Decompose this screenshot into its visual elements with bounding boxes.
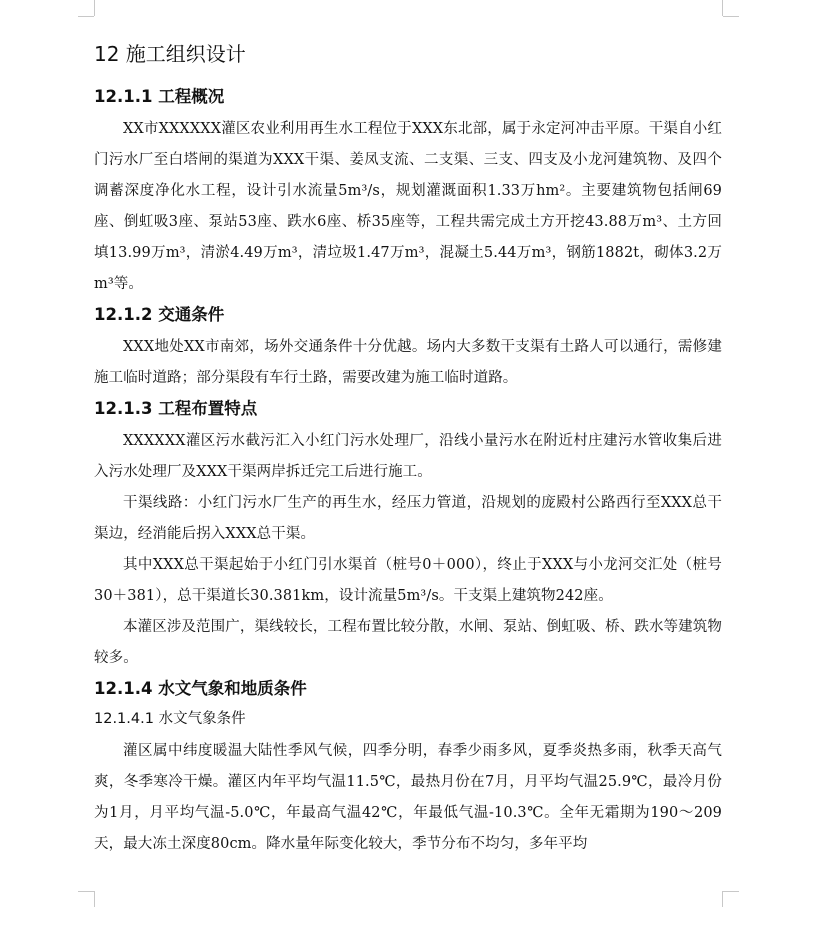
crop-mark — [94, 0, 95, 16]
section-overview — [94, 84, 722, 300]
paragraph: 本灌区涉及范围广，渠线较长，工程布置比较分散，水闸、泵站、倒虹吸、桥、跌水等建筑物较多。 — [94, 619, 722, 666]
subsection-heading: 12.1.4.1 水文气象条件 — [94, 711, 246, 727]
paragraph: XXXXXX灌区污水截污汇入小红门污水处理厂，沿线小量污水在附近村庄建污水管收集后进入污水处理厂及XXX干渠两岸拆迁完工后进行施工。 — [94, 433, 722, 480]
paragraph: XXX地处XX市南郊，场外交通条件十分优越。场内大多数干支渠有土路人可以通行，需修建施工临时道路；部分渠段有车行土路，需要改建为施工临时道路。 — [94, 339, 722, 386]
crop-mark — [723, 891, 739, 892]
section-hydrology — [94, 676, 722, 860]
page-content — [94, 38, 722, 862]
crop-mark — [722, 891, 723, 907]
section-heading: 12.1.3 工程布置特点 — [94, 399, 258, 418]
section-heading: 12.1.2 交通条件 — [94, 305, 225, 324]
crop-mark — [78, 891, 94, 892]
section-heading: 12.1.4 水文气象和地质条件 — [94, 679, 307, 698]
crop-mark — [723, 16, 739, 17]
paragraph: 灌区属中纬度暖温大陆性季风气候，四季分明，春季少雨多风，夏季炎热多雨，秋季天高气爽，冬季寒冷干燥。灌区内年平均气温11.5℃，最热月份在7月，月平均气温25.9℃，最冷月份为1月，月平均气温-5.0℃，年最高气温42℃，年最低气温-10.3℃。全年无霜期为190～209天，最大冻土深度80cm。降水量年际变化较大，季节分布不均匀，多年平均 — [94, 743, 722, 852]
crop-mark — [94, 891, 95, 907]
chapter-title: 12 施工组织设计 — [94, 42, 246, 66]
section-heading: 12.1.1 工程概况 — [94, 87, 225, 106]
paragraph: 其中XXX总干渠起始于小红门引水渠首（桩号0＋000），终止于XXX与小龙河交汇处（桩号30＋381），总干渠道长30.381km，设计流量5m³/s。干支渠上建筑物242座。 — [94, 557, 722, 604]
paragraph: 干渠线路：小红门污水厂生产的再生水，经压力管道，沿规划的庞殿村公路西行至XXX总干渠边，经消能后拐入XXX总干渠。 — [94, 495, 722, 542]
paragraph: XX市XXXXXX灌区农业利用再生水工程位于XXX东北部，属于永定河冲击平原。干渠自小红门污水厂至白塔闸的渠道为XXX干渠、姜凤支流、二支渠、三支、四支及小龙河建筑物、及四个调蓄深度净化水工程，设计引水流量5m³/s，规划灌溉面积1.33万hm²。主要建筑物包括闸69座、倒虹吸3座、泵站53座、跌水6座、桥35座等，工程共需完成土方开挖43.88万m³、土方回填13.99万m³，清淤4.49万m³，清垃圾1.47万m³，混凝土5.44万m³，钢筋1882t，砌体3.2万m³等。 — [94, 121, 722, 292]
section-layout — [94, 396, 722, 674]
crop-mark — [78, 16, 94, 17]
crop-mark — [722, 0, 723, 16]
section-traffic — [94, 302, 722, 394]
